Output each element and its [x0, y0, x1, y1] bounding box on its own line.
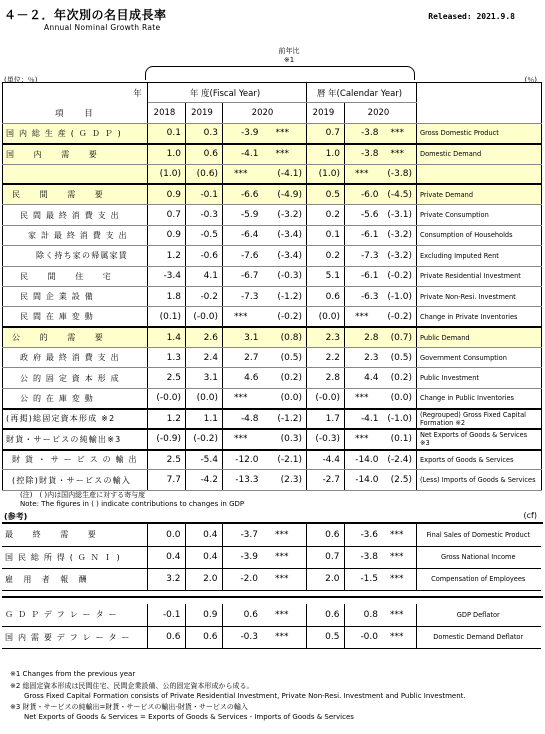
value-cell: 0.2 [307, 205, 345, 225]
value-cell: 2.3 [345, 348, 383, 368]
value-cell: (-2.1) [263, 450, 307, 470]
value-cell: *** [345, 307, 383, 327]
value-cell: -0.1 [186, 184, 223, 204]
value-cell: -0.2 [186, 286, 223, 306]
ref-value-cell: 0.6 [147, 626, 185, 648]
ref-value-cell: 0.9 [185, 604, 222, 626]
value-cell: (2.3) [263, 470, 307, 490]
ref-value-cell: 0.0 [147, 524, 185, 546]
row-label-en: Public Investment [417, 368, 542, 388]
row-label-en: Private Residential Investment [417, 266, 542, 286]
value-cell: (0.5) [263, 348, 307, 368]
value-cell: 2.3 [307, 327, 345, 347]
ref-value-cell: -1.5 [344, 568, 382, 590]
value-cell: -7.6 [223, 246, 263, 266]
year-2019-cy: 2019 [307, 103, 345, 123]
value-cell: 3.1 [186, 368, 223, 388]
value-cell: -3.4 [148, 266, 186, 286]
value-cell: 2.5 [148, 450, 186, 470]
ref-value-cell: *** [382, 524, 416, 546]
ref-row-label: 国 民 総 所 得 ( Ｇ Ｎ Ｉ ) [2, 546, 147, 568]
row-label: 除く持ち家の帰属家賃 [3, 246, 148, 266]
ref-value-cell: *** [382, 604, 416, 626]
value-cell: 1.8 [148, 286, 186, 306]
value-cell: *** [345, 429, 383, 449]
ref-row-label-en: Final Sales of Domestic Product [416, 524, 541, 546]
table-row [3, 225, 542, 245]
ref-value-cell: *** [262, 626, 306, 648]
year-2019-fy: 2019 [186, 103, 223, 123]
ref-value-cell: -3.7 [222, 524, 262, 546]
reference-row [2, 546, 541, 568]
row-label-en: Net Exports of Goods & Services ※3 [417, 429, 542, 449]
row-label-en: Consumption of Households [417, 225, 542, 245]
value-cell: (-4.5) [383, 184, 417, 204]
growth-table [2, 82, 542, 491]
table-row [3, 470, 542, 490]
ref-value-cell: *** [262, 568, 306, 590]
value-cell: 4.1 [186, 266, 223, 286]
row-label-en: Private Consumption [417, 205, 542, 225]
item-label: 項 目 [3, 103, 148, 123]
value-cell: 1.2 [148, 409, 186, 429]
value-cell: (0.8) [263, 327, 307, 347]
row-label: 公 的 固 定 資 本 形 成 [3, 368, 148, 388]
value-cell: 2.8 [307, 368, 345, 388]
row-label: 財貨・サービスの純輸出※3 [3, 429, 148, 449]
value-cell: (0.7) [383, 327, 417, 347]
row-label-en: Excluding Imputed Rent [417, 246, 542, 266]
value-cell: (-1.0) [383, 409, 417, 429]
ref-row-label: 最 終 需 要 [2, 524, 147, 546]
value-cell: -13.3 [223, 470, 263, 490]
unit-right: (％) [524, 76, 537, 84]
header-row-1 [3, 83, 542, 103]
ref-value-cell: *** [262, 604, 306, 626]
ref-value-cell: -0.3 [222, 626, 262, 648]
value-cell: -4.2 [186, 470, 223, 490]
ref-value-cell: *** [262, 546, 306, 568]
value-cell: (-2.4) [383, 450, 417, 470]
value-cell: (0.0) [263, 388, 307, 408]
brace-decoration [145, 66, 415, 80]
value-cell: 7.7 [148, 470, 186, 490]
value-cell: -0.6 [186, 246, 223, 266]
ref-value-cell: -3.6 [344, 524, 382, 546]
value-cell: 2.5 [148, 368, 186, 388]
row-label: 公 的 在 庫 変 動 [3, 388, 148, 408]
table-row [3, 327, 542, 347]
row-label: 国 内 需 要 [3, 144, 148, 164]
value-cell: -14.0 [345, 450, 383, 470]
value-cell: (0.3) [263, 429, 307, 449]
note-ja: (注) ( )内は国内総生産に対する寄与度 [20, 491, 146, 499]
value-cell: 0.6 [307, 286, 345, 306]
value-cell: *** [263, 144, 307, 164]
value-cell: -0.3 [186, 205, 223, 225]
value-cell: 3.1 [223, 327, 263, 347]
value-cell: -3.8 [345, 123, 383, 143]
ref-value-cell: -0.1 [147, 604, 185, 626]
value-cell: 0.7 [307, 123, 345, 143]
table-row [3, 286, 542, 306]
value-cell: *** [345, 388, 383, 408]
value-cell: (0.2) [383, 368, 417, 388]
row-label-en: Government Consumption [417, 348, 542, 368]
value-cell: 4.4 [345, 368, 383, 388]
value-cell: (2.5) [383, 470, 417, 490]
value-cell: (0.0) [383, 388, 417, 408]
ref-value-cell: 0.8 [344, 604, 382, 626]
row-label-en: Exports of Goods & Services [417, 450, 542, 470]
value-cell: (-3.2) [383, 225, 417, 245]
value-cell: 5.1 [307, 266, 345, 286]
value-cell: *** [223, 388, 263, 408]
reference-row [2, 568, 541, 590]
value-cell: (-4.9) [263, 184, 307, 204]
value-cell: -3.8 [345, 144, 383, 164]
ref-value-cell: 0.6 [306, 604, 344, 626]
footnote-line: ※3 財貨・サービスの純輸出=財貨・サービスの輸出-財貨・サービスの輸入 [10, 702, 248, 711]
row-label: (再掲)総固定資本形成 ※2 [3, 409, 148, 429]
ref-value-cell: 0.6 [222, 604, 262, 626]
value-cell: (-1.2) [263, 286, 307, 306]
table-row [3, 409, 542, 429]
table-row [3, 266, 542, 286]
value-cell: 0.7 [148, 205, 186, 225]
value-cell: 1.2 [148, 246, 186, 266]
row-label-en: Private Demand [417, 184, 542, 204]
prev-year-note: ※1 [283, 56, 295, 64]
value-cell: -6.0 [345, 184, 383, 204]
ref-value-cell: *** [382, 626, 416, 648]
value-cell: -0.5 [186, 225, 223, 245]
value-cell: 0.9 [148, 225, 186, 245]
value-cell: 4.6 [223, 368, 263, 388]
value-cell: -5.6 [345, 205, 383, 225]
value-cell: (-3.1) [383, 205, 417, 225]
value-cell: (-3.4) [263, 225, 307, 245]
value-cell: 2.7 [223, 348, 263, 368]
unit-left: (単位：％) [4, 76, 38, 84]
footnote-line: Gross Fixed Capital Formation consists of Private Residential Investment, Private Non-Resi. Investment and Public Investment. [10, 692, 466, 700]
row-label: 公 的 需 要 [3, 327, 148, 347]
row-label: 家 計 最 終 消 費 支 出 [3, 225, 148, 245]
value-cell: -7.3 [223, 286, 263, 306]
ref-value-cell: 0.5 [306, 626, 344, 648]
ref-value-cell: -2.0 [222, 568, 262, 590]
row-label-en: Public Demand [417, 327, 542, 347]
value-cell: (0.2) [263, 368, 307, 388]
ref-value-cell: 0.6 [306, 524, 344, 546]
ref-value-cell: -0.0 [344, 626, 382, 648]
table-row [3, 388, 542, 408]
value-cell: *** [263, 123, 307, 143]
value-cell: -14.0 [345, 470, 383, 490]
row-label-en: Domestic Demand [417, 144, 542, 164]
value-cell: *** [383, 123, 417, 143]
value-cell: 1.4 [148, 327, 186, 347]
footnote-line: ※2 総固定資本形成は民間住宅、民間企業設備、公的固定資本形成から成る。 [10, 681, 254, 690]
row-label-en: (Regrouped) Gross Fixed Capital Formation ※2 [417, 409, 542, 429]
value-cell: (-3.2) [383, 246, 417, 266]
value-cell: (-0.3) [307, 429, 345, 449]
value-cell: 0.3 [186, 123, 223, 143]
ref-value-cell: *** [262, 524, 306, 546]
reference-row [2, 524, 541, 546]
value-cell: -7.3 [345, 246, 383, 266]
value-cell: -6.1 [345, 266, 383, 286]
main-table-body [3, 123, 542, 490]
ref-value-cell: -3.8 [344, 546, 382, 568]
ref-value-cell: 0.4 [147, 546, 185, 568]
value-cell: (-3.8) [383, 164, 417, 184]
value-cell: (0.1) [383, 429, 417, 449]
fiscal-year-header: 年 度(Fiscal Year) [148, 83, 307, 103]
prev-year-label: 前年比 [278, 47, 300, 55]
value-cell: (1.0) [307, 164, 345, 184]
table-row [3, 450, 542, 470]
value-cell: 0.2 [307, 246, 345, 266]
value-cell: -4.4 [307, 450, 345, 470]
ref-value-cell: *** [382, 568, 416, 590]
ref-value-cell: -3.9 [222, 546, 262, 568]
value-cell: (-0.2) [383, 307, 417, 327]
reference-table-2 [2, 604, 541, 649]
table-row [3, 307, 542, 327]
reference-row [2, 604, 541, 626]
footnote-line: Net Exports of Goods & Services = Exports of Goods & Services - Imports of Goods & Services [10, 713, 354, 721]
value-cell: 0.1 [307, 225, 345, 245]
ref-value-cell: 2.0 [185, 568, 222, 590]
ref-row-label: 国 内 需 要 デ フ レ ー タ ー [2, 626, 147, 648]
value-cell: 2.6 [186, 327, 223, 347]
row-label [3, 164, 148, 184]
value-cell: (-3.2) [263, 205, 307, 225]
ref-row-label-en: Domestic Demand Deflator [416, 626, 541, 648]
ref-row-label: Ｇ Ｄ Ｐ デ フ レ ー タ ー [2, 604, 147, 626]
page-title: ４－２．年次別の名目成長率 [4, 8, 167, 22]
row-label: 民 間 在 庫 変 動 [3, 307, 148, 327]
table-row [3, 205, 542, 225]
row-label: (控除)財貨・サービスの輸入 [3, 470, 148, 490]
value-cell: 0.6 [186, 144, 223, 164]
row-label: 民 間 企 業 設 備 [3, 286, 148, 306]
table-row [3, 368, 542, 388]
row-label: 国 内 総 生 産 ( Ｇ Ｄ Ｐ ) [3, 123, 148, 143]
value-cell: -6.6 [223, 184, 263, 204]
value-cell: (-1.0) [383, 286, 417, 306]
row-label-en: (Less) Imports of Goods & Services [417, 470, 542, 490]
row-label-en: Gross Domestic Product [417, 123, 542, 143]
table-row [3, 164, 542, 184]
ref-value-cell: 3.2 [147, 568, 185, 590]
table-row [3, 429, 542, 449]
value-cell: (-4.1) [263, 164, 307, 184]
value-cell: (-0.0) [307, 388, 345, 408]
value-cell: 2.8 [345, 327, 383, 347]
value-cell: 0.1 [148, 123, 186, 143]
value-cell: -5.4 [186, 450, 223, 470]
value-cell: *** [383, 144, 417, 164]
table-row [3, 246, 542, 266]
reference-table-1 [2, 524, 541, 591]
ref-value-cell: 2.0 [306, 568, 344, 590]
value-cell: (1.0) [148, 164, 186, 184]
value-cell: (-1.2) [263, 409, 307, 429]
value-cell: (-0.2) [263, 307, 307, 327]
value-cell: 1.0 [148, 144, 186, 164]
value-cell: -6.3 [345, 286, 383, 306]
value-cell: (-0.3) [263, 266, 307, 286]
note-en: Note: The figures in ( ) indicate contributions to changes in GDP [20, 500, 245, 508]
value-cell: (-0.0) [186, 307, 223, 327]
value-cell: 1.0 [307, 144, 345, 164]
value-cell: -12.0 [223, 450, 263, 470]
value-cell: (0.1) [148, 307, 186, 327]
value-cell: -3.9 [223, 123, 263, 143]
value-cell: -5.9 [223, 205, 263, 225]
ref-value-cell: 0.4 [185, 524, 222, 546]
table-row [3, 184, 542, 204]
page-subtitle: Annual Nominal Growth Rate [44, 23, 161, 32]
calendar-year-header: 暦 年(Calendar Year) [307, 83, 417, 103]
footnote-line: ※1 Changes from the previous year [10, 670, 136, 678]
value-cell: *** [223, 164, 263, 184]
ref-row-label: 雇 用 者 報 酬 [2, 568, 147, 590]
value-cell: (-3.4) [263, 246, 307, 266]
value-cell: (0.0) [186, 388, 223, 408]
table-row [3, 123, 542, 143]
row-label: 民 間 最 終 消 費 支 出 [3, 205, 148, 225]
reference-row [2, 626, 541, 648]
value-cell: 0.5 [307, 184, 345, 204]
ref-row-label-en: GDP Deflator [416, 604, 541, 626]
ref-row-label-en: Compensation of Employees [416, 568, 541, 590]
cf-label: (cf) [523, 511, 537, 520]
ref-value-cell: 0.6 [185, 626, 222, 648]
table-row [3, 348, 542, 368]
value-cell: -6.7 [223, 266, 263, 286]
value-cell: *** [345, 164, 383, 184]
value-cell: *** [223, 307, 263, 327]
value-cell: (-0.2) [383, 266, 417, 286]
ref-value-cell: 0.4 [185, 546, 222, 568]
row-label-en: Change in Public Inventories [417, 388, 542, 408]
row-label: 政 府 最 終 消 費 支 出 [3, 348, 148, 368]
ref-value-cell: 0.7 [306, 546, 344, 568]
value-cell: -4.8 [223, 409, 263, 429]
value-cell: 1.7 [307, 409, 345, 429]
row-label-en [417, 164, 542, 184]
value-cell: (0.0) [307, 307, 345, 327]
row-label: 民 間 住 宅 [3, 266, 148, 286]
value-cell: 2.2 [307, 348, 345, 368]
row-label: 民 間 需 要 [3, 184, 148, 204]
row-label-en: Change in Private Inventories [417, 307, 542, 327]
ref-value-cell: *** [382, 546, 416, 568]
year-2020-fy: 2020 [223, 103, 307, 123]
release-date: Released: 2021.9.8 [428, 12, 515, 21]
value-cell: 1.1 [186, 409, 223, 429]
value-cell: -4.1 [345, 409, 383, 429]
value-cell: (-0.9) [148, 429, 186, 449]
row-label-en: Private Non-Resi. Investment [417, 286, 542, 306]
year-2020-cy: 2020 [345, 103, 417, 123]
row-label: 財 貨 ・ サ ー ビ ス の 輸 出 [3, 450, 148, 470]
value-cell: 1.3 [148, 348, 186, 368]
value-cell: 0.9 [148, 184, 186, 204]
value-cell: (-0.0) [148, 388, 186, 408]
value-cell: -6.4 [223, 225, 263, 245]
value-cell: -4.1 [223, 144, 263, 164]
table-row [3, 144, 542, 164]
year-2018-fy: 2018 [148, 103, 186, 123]
value-cell: (-0.2) [186, 429, 223, 449]
value-cell: *** [223, 429, 263, 449]
value-cell: (0.5) [383, 348, 417, 368]
value-cell: (0.6) [186, 164, 223, 184]
year-label: 年 [3, 83, 148, 103]
value-cell: -6.1 [345, 225, 383, 245]
header-row-2 [3, 103, 542, 123]
reference-label: (参考) [4, 512, 28, 521]
value-cell: 2.4 [186, 348, 223, 368]
value-cell: -2.7 [307, 470, 345, 490]
ref-row-label-en: Gross National Income [416, 546, 541, 568]
